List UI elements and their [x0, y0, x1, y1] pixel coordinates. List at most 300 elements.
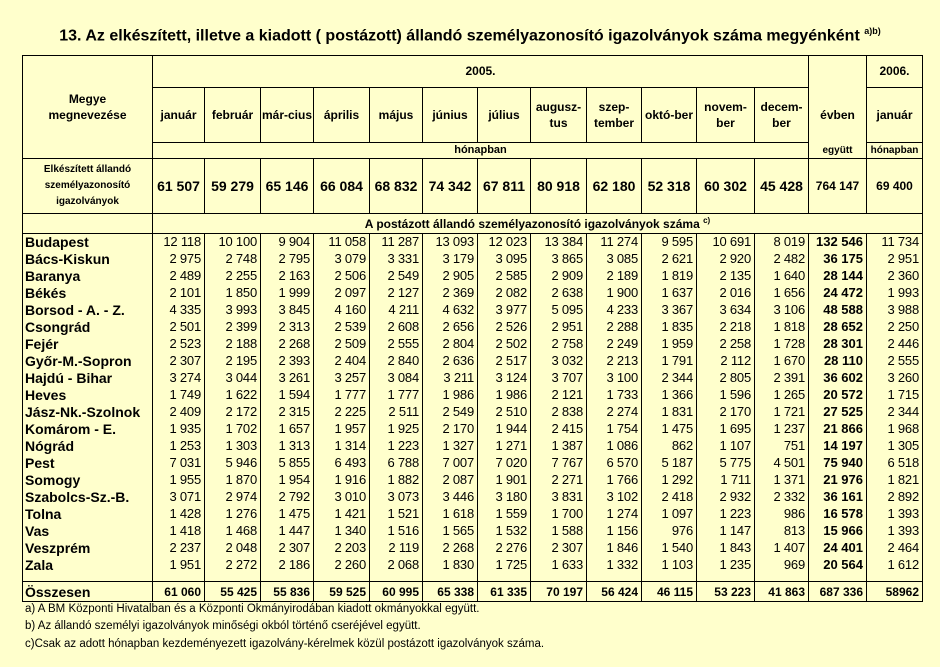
monthly-value: 2 369	[423, 285, 478, 302]
monthly-value: 2 016	[697, 285, 755, 302]
county-name: Hajdú - Bihar	[23, 370, 153, 387]
monthly-value: 2 249	[587, 336, 642, 353]
monthly-value: 3 845	[261, 302, 314, 319]
monthly-value: 5 946	[205, 455, 261, 472]
prepared-ids-value: 80 918	[531, 159, 587, 214]
monthly-value: 1 637	[642, 285, 697, 302]
monthly-value: 2 585	[478, 268, 531, 285]
monthly-value: 1 407	[755, 540, 809, 557]
monthly-value: 1 944	[478, 421, 531, 438]
monthly-value: 1 147	[697, 523, 755, 540]
monthly-value: 2 119	[370, 540, 423, 557]
monthly-value: 1 835	[642, 319, 697, 336]
monthly-value: 2 523	[153, 336, 205, 353]
month-header: decem-ber	[755, 88, 809, 143]
monthly-value: 1 103	[642, 557, 697, 574]
title-footnote-marker: a)b)	[864, 26, 881, 36]
monthly-value: 12 023	[478, 234, 531, 251]
monthly-value: 2 268	[261, 336, 314, 353]
monthly-value: 3 993	[205, 302, 261, 319]
county-name: Vas	[23, 523, 153, 540]
prepared-ids-value: 69 400	[867, 159, 923, 214]
prepared-ids-label: Elkészített állandó személyazonosító igazolványok	[23, 159, 153, 214]
monthly-value: 13 093	[423, 234, 478, 251]
monthly-value: 2 315	[261, 404, 314, 421]
monthly-value: 2 526	[478, 319, 531, 336]
monthly-value: 1 097	[642, 506, 697, 523]
monthly-value: 2 344	[642, 370, 697, 387]
january-2006-value: 2 344	[867, 404, 923, 421]
monthly-value: 2 511	[370, 404, 423, 421]
monthly-value: 1 327	[423, 438, 478, 455]
monthly-value: 2 549	[423, 404, 478, 421]
total-value: 59 525	[314, 582, 370, 602]
january-2006-value: 1 968	[867, 421, 923, 438]
month-header: már-cius	[261, 88, 314, 143]
monthly-value: 5 855	[261, 455, 314, 472]
spacer-cell	[314, 574, 370, 582]
county-name: Győr-M.-Sopron	[23, 353, 153, 370]
monthly-value: 1 156	[587, 523, 642, 540]
monthly-value: 3 124	[478, 370, 531, 387]
county-name: Borsod - A. - Z.	[23, 302, 153, 319]
monthly-value: 3 367	[642, 302, 697, 319]
month-header: január	[153, 88, 205, 143]
monthly-value: 3 831	[531, 489, 587, 506]
monthly-value: 2 608	[370, 319, 423, 336]
monthly-value: 2 517	[478, 353, 531, 370]
monthly-value: 3 044	[205, 370, 261, 387]
monthly-value: 1 843	[697, 540, 755, 557]
table-row	[23, 523, 923, 540]
monthly-value: 2 097	[314, 285, 370, 302]
monthly-value: 1 596	[697, 387, 755, 404]
january-2006-value: 2 464	[867, 540, 923, 557]
monthly-value: 2 748	[205, 251, 261, 268]
monthly-value: 1 999	[261, 285, 314, 302]
total-value: 65 338	[423, 582, 478, 602]
monthly-value: 986	[755, 506, 809, 523]
monthly-value: 1 777	[370, 387, 423, 404]
monthly-value: 2 135	[697, 268, 755, 285]
monthly-value: 1 223	[370, 438, 423, 455]
monthly-value: 1 532	[478, 523, 531, 540]
year-2006-header: 2006.	[867, 56, 923, 88]
month-header: augusz-tus	[531, 88, 587, 143]
monthly-value: 3 274	[153, 370, 205, 387]
monthly-value: 2 188	[205, 336, 261, 353]
monthly-value: 1 957	[314, 421, 370, 438]
january-2006-value: 3 260	[867, 370, 923, 387]
spacer-cell	[867, 574, 923, 582]
total-value: 56 424	[587, 582, 642, 602]
honapban-header: hónapban	[153, 143, 809, 159]
monthly-value: 1 303	[205, 438, 261, 455]
monthly-value: 2 195	[205, 353, 261, 370]
total-value: 46 115	[642, 582, 697, 602]
yearly-total: 36 161	[809, 489, 867, 506]
january-2006-value: 2 555	[867, 353, 923, 370]
monthly-value: 9 595	[642, 234, 697, 251]
monthly-value: 2 549	[370, 268, 423, 285]
monthly-value: 8 019	[755, 234, 809, 251]
monthly-value: 1 831	[642, 404, 697, 421]
monthly-value: 2 272	[205, 557, 261, 574]
yearly-total: 28 110	[809, 353, 867, 370]
monthly-value: 2 510	[478, 404, 531, 421]
monthly-value: 1 565	[423, 523, 478, 540]
table-row	[23, 336, 923, 353]
monthly-value: 1 959	[642, 336, 697, 353]
mailed-ids-section-label	[153, 214, 923, 234]
month-header: októ-ber	[642, 88, 697, 143]
monthly-value: 2 638	[531, 285, 587, 302]
monthly-value: 1 766	[587, 472, 642, 489]
monthly-value: 1 702	[205, 421, 261, 438]
monthly-value: 2 255	[205, 268, 261, 285]
monthly-value: 4 335	[153, 302, 205, 319]
monthly-value: 1 633	[531, 557, 587, 574]
table-row	[23, 455, 923, 472]
table-title	[0, 26, 940, 45]
monthly-value: 12 118	[153, 234, 205, 251]
monthly-value: 2 805	[697, 370, 755, 387]
monthly-value: 1 223	[697, 506, 755, 523]
yearly-total: 36 602	[809, 370, 867, 387]
january-2006-value: 1 715	[867, 387, 923, 404]
monthly-value: 2 186	[261, 557, 314, 574]
spacer-cell	[370, 574, 423, 582]
table-row	[23, 370, 923, 387]
spacer-cell	[153, 574, 205, 582]
january-2006-value: 1 821	[867, 472, 923, 489]
prepared-ids-value: 66 084	[314, 159, 370, 214]
monthly-value: 1 640	[755, 268, 809, 285]
monthly-value: 2 951	[531, 319, 587, 336]
table-row	[23, 251, 923, 268]
monthly-value: 7 767	[531, 455, 587, 472]
monthly-value: 13 384	[531, 234, 587, 251]
monthly-value: 2 905	[423, 268, 478, 285]
monthly-value: 2 482	[755, 251, 809, 268]
monthly-value: 2 409	[153, 404, 205, 421]
year-2005-header: 2005.	[153, 56, 809, 88]
yearly-total: 21 866	[809, 421, 867, 438]
county-name: Nógrád	[23, 438, 153, 455]
january-2006-value: 6 518	[867, 455, 923, 472]
monthly-value: 2 260	[314, 557, 370, 574]
monthly-value: 3 257	[314, 370, 370, 387]
monthly-value: 5 187	[642, 455, 697, 472]
prepared-ids-value: 67 811	[478, 159, 531, 214]
january-2006-value: 3 988	[867, 302, 923, 319]
spacer-cell	[23, 574, 153, 582]
monthly-value: 2 048	[205, 540, 261, 557]
total-value: 60 995	[370, 582, 423, 602]
monthly-value: 2 112	[697, 353, 755, 370]
table-row	[23, 557, 923, 574]
monthly-value: 4 160	[314, 302, 370, 319]
monthly-value: 3 106	[755, 302, 809, 319]
county-name-header: Megye megnevezése	[23, 56, 153, 159]
table-row	[23, 319, 923, 336]
county-name: Jász-Nk.-Szolnok	[23, 404, 153, 421]
yearly-total: 15 966	[809, 523, 867, 540]
monthly-value: 1 253	[153, 438, 205, 455]
monthly-value: 2 203	[314, 540, 370, 557]
monthly-value: 2 288	[587, 319, 642, 336]
monthly-value: 1 594	[261, 387, 314, 404]
january-2006-value: 2 446	[867, 336, 923, 353]
monthly-value: 1 951	[153, 557, 205, 574]
table-row	[23, 268, 923, 285]
monthly-value: 2 621	[642, 251, 697, 268]
monthly-value: 1 276	[205, 506, 261, 523]
prepared-ids-value: 62 180	[587, 159, 642, 214]
monthly-value: 1 818	[755, 319, 809, 336]
monthly-value: 3 180	[478, 489, 531, 506]
monthly-value: 2 415	[531, 421, 587, 438]
monthly-value: 3 865	[531, 251, 587, 268]
total-value: 61 060	[153, 582, 205, 602]
table-row	[23, 506, 923, 523]
month-header: szep-tember	[587, 88, 642, 143]
monthly-value: 3 100	[587, 370, 642, 387]
month-header: április	[314, 88, 370, 143]
section-footnote-marker: c)	[703, 216, 711, 225]
monthly-value: 2 393	[261, 353, 314, 370]
monthly-value: 3 073	[370, 489, 423, 506]
spacer-cell	[697, 574, 755, 582]
monthly-value: 1 754	[587, 421, 642, 438]
monthly-value: 3 079	[314, 251, 370, 268]
spacer-cell	[478, 574, 531, 582]
monthly-value: 1 777	[314, 387, 370, 404]
monthly-value: 1 418	[153, 523, 205, 540]
total-label: Összesen	[23, 582, 153, 602]
yearly-total: 48 588	[809, 302, 867, 319]
monthly-value: 1 728	[755, 336, 809, 353]
monthly-value: 1 900	[587, 285, 642, 302]
january-2006-value: 1 305	[867, 438, 923, 455]
monthly-value: 2 276	[478, 540, 531, 557]
county-name: Fejér	[23, 336, 153, 353]
monthly-value: 1 916	[314, 472, 370, 489]
month-header: novem-ber	[697, 88, 755, 143]
monthly-value: 5 775	[697, 455, 755, 472]
monthly-value: 3 085	[587, 251, 642, 268]
monthly-value: 3 446	[423, 489, 478, 506]
monthly-value: 3 331	[370, 251, 423, 268]
county-name: Békés	[23, 285, 153, 302]
monthly-value: 2 840	[370, 353, 423, 370]
footnote-b: b) Az állandó személyi igazolványok minőségi okból történő cseréjével együtt.	[25, 620, 421, 632]
january-2006-value: 2 250	[867, 319, 923, 336]
monthly-value: 2 271	[531, 472, 587, 489]
monthly-value: 1 475	[642, 421, 697, 438]
yearly-total: 36 175	[809, 251, 867, 268]
monthly-value: 2 501	[153, 319, 205, 336]
monthly-value: 2 121	[531, 387, 587, 404]
prepared-ids-value: 65 146	[261, 159, 314, 214]
monthly-value: 1 292	[642, 472, 697, 489]
section-label-text: A postázott állandó személyazonosító igazolványok száma	[364, 217, 700, 231]
monthly-value: 2 225	[314, 404, 370, 421]
total-row	[23, 582, 923, 602]
monthly-value: 1 711	[697, 472, 755, 489]
monthly-value: 1 925	[370, 421, 423, 438]
prepared-ids-value: 68 832	[370, 159, 423, 214]
evben-header: évben	[809, 88, 867, 143]
county-name: Heves	[23, 387, 153, 404]
monthly-value: 7 031	[153, 455, 205, 472]
monthly-value: 2 101	[153, 285, 205, 302]
januar-2006-header: január	[867, 88, 923, 143]
january-2006-value: 1 393	[867, 506, 923, 523]
egyutt-header: együtt	[809, 143, 867, 159]
monthly-value: 1 819	[642, 268, 697, 285]
monthly-value: 2 404	[314, 353, 370, 370]
monthly-value: 2 082	[478, 285, 531, 302]
monthly-value: 1 622	[205, 387, 261, 404]
monthly-value: 2 539	[314, 319, 370, 336]
monthly-value: 3 211	[423, 370, 478, 387]
monthly-value: 1 657	[261, 421, 314, 438]
monthly-value: 2 792	[261, 489, 314, 506]
monthly-value: 1 749	[153, 387, 205, 404]
yearly-total: 28 301	[809, 336, 867, 353]
monthly-value: 2 163	[261, 268, 314, 285]
monthly-value: 2 509	[314, 336, 370, 353]
monthly-value: 3 977	[478, 302, 531, 319]
monthly-value: 2 313	[261, 319, 314, 336]
monthly-value: 862	[642, 438, 697, 455]
monthly-value: 1 314	[314, 438, 370, 455]
monthly-value: 3 095	[478, 251, 531, 268]
monthly-value: 1 475	[261, 506, 314, 523]
total-value: 55 425	[205, 582, 261, 602]
county-name: Szabolcs-Sz.-B.	[23, 489, 153, 506]
monthly-value: 2 502	[478, 336, 531, 353]
january-2006-value: 1 993	[867, 285, 923, 302]
footnote-a: a) A BM Központi Hivatalban és a Központi Okmányirodában kiadott okmányokkal együtt.	[25, 603, 480, 615]
county-name: Pest	[23, 455, 153, 472]
yearly-total: 21 976	[809, 472, 867, 489]
monthly-value: 1 935	[153, 421, 205, 438]
total-value: 55 836	[261, 582, 314, 602]
monthly-value: 2 258	[697, 336, 755, 353]
monthly-value: 6 788	[370, 455, 423, 472]
monthly-value: 1 846	[587, 540, 642, 557]
prepared-ids-value: 60 302	[697, 159, 755, 214]
monthly-value: 1 468	[205, 523, 261, 540]
yearly-total: 24 472	[809, 285, 867, 302]
table-row	[23, 353, 923, 370]
monthly-value: 1 870	[205, 472, 261, 489]
total-value: 70 197	[531, 582, 587, 602]
january-2006-value: 1 393	[867, 523, 923, 540]
monthly-value: 2 172	[205, 404, 261, 421]
spacer-cell	[755, 574, 809, 582]
county-name: Tolna	[23, 506, 153, 523]
monthly-value: 2 268	[423, 540, 478, 557]
monthly-value: 2 656	[423, 319, 478, 336]
monthly-value: 1 237	[755, 421, 809, 438]
monthly-value: 2 307	[261, 540, 314, 557]
monthly-value: 2 218	[697, 319, 755, 336]
monthly-value: 1 700	[531, 506, 587, 523]
monthly-value: 1 695	[697, 421, 755, 438]
table-row	[23, 472, 923, 489]
monthly-value: 2 555	[370, 336, 423, 353]
monthly-value: 2 391	[755, 370, 809, 387]
month-header: június	[423, 88, 478, 143]
monthly-value: 3 261	[261, 370, 314, 387]
monthly-value: 1 901	[478, 472, 531, 489]
monthly-value: 1 447	[261, 523, 314, 540]
monthly-value: 1 428	[153, 506, 205, 523]
monthly-value: 1 830	[423, 557, 478, 574]
monthly-value: 9 904	[261, 234, 314, 251]
january-2006-value: 2 360	[867, 268, 923, 285]
monthly-value: 2 838	[531, 404, 587, 421]
monthly-value: 1 588	[531, 523, 587, 540]
monthly-value: 1 271	[478, 438, 531, 455]
monthly-value: 1 618	[423, 506, 478, 523]
monthly-value: 2 489	[153, 268, 205, 285]
monthly-value: 1 721	[755, 404, 809, 421]
monthly-value: 1 656	[755, 285, 809, 302]
monthly-value: 4 501	[755, 455, 809, 472]
january-2006-value: 1 612	[867, 557, 923, 574]
monthly-value: 1 516	[370, 523, 423, 540]
monthly-value: 1 421	[314, 506, 370, 523]
monthly-value: 11 287	[370, 234, 423, 251]
monthly-value: 1 366	[642, 387, 697, 404]
monthly-value: 3 010	[314, 489, 370, 506]
prepared-ids-value: 59 279	[205, 159, 261, 214]
monthly-value: 3 179	[423, 251, 478, 268]
monthly-value: 1 559	[478, 506, 531, 523]
prepared-ids-value: 74 342	[423, 159, 478, 214]
county-name: Somogy	[23, 472, 153, 489]
spacer-cell	[587, 574, 642, 582]
monthly-value: 4 632	[423, 302, 478, 319]
table-row	[23, 540, 923, 557]
monthly-value: 1 986	[423, 387, 478, 404]
monthly-value: 1 986	[478, 387, 531, 404]
monthly-value: 2 170	[423, 421, 478, 438]
monthly-value: 1 265	[755, 387, 809, 404]
monthly-value: 1 670	[755, 353, 809, 370]
january-2006-value: 2 951	[867, 251, 923, 268]
monthly-value: 4 211	[370, 302, 423, 319]
monthly-value: 3 634	[697, 302, 755, 319]
county-name: Zala	[23, 557, 153, 574]
monthly-value: 1 313	[261, 438, 314, 455]
monthly-value: 751	[755, 438, 809, 455]
monthly-value: 11 274	[587, 234, 642, 251]
table-row	[23, 234, 923, 251]
monthly-value: 2 274	[587, 404, 642, 421]
month-header: február	[205, 88, 261, 143]
monthly-value: 2 920	[697, 251, 755, 268]
yearly-total: 75 940	[809, 455, 867, 472]
spacer-cell	[809, 574, 867, 582]
monthly-value: 7 007	[423, 455, 478, 472]
monthly-value: 2 237	[153, 540, 205, 557]
monthly-value: 2 127	[370, 285, 423, 302]
